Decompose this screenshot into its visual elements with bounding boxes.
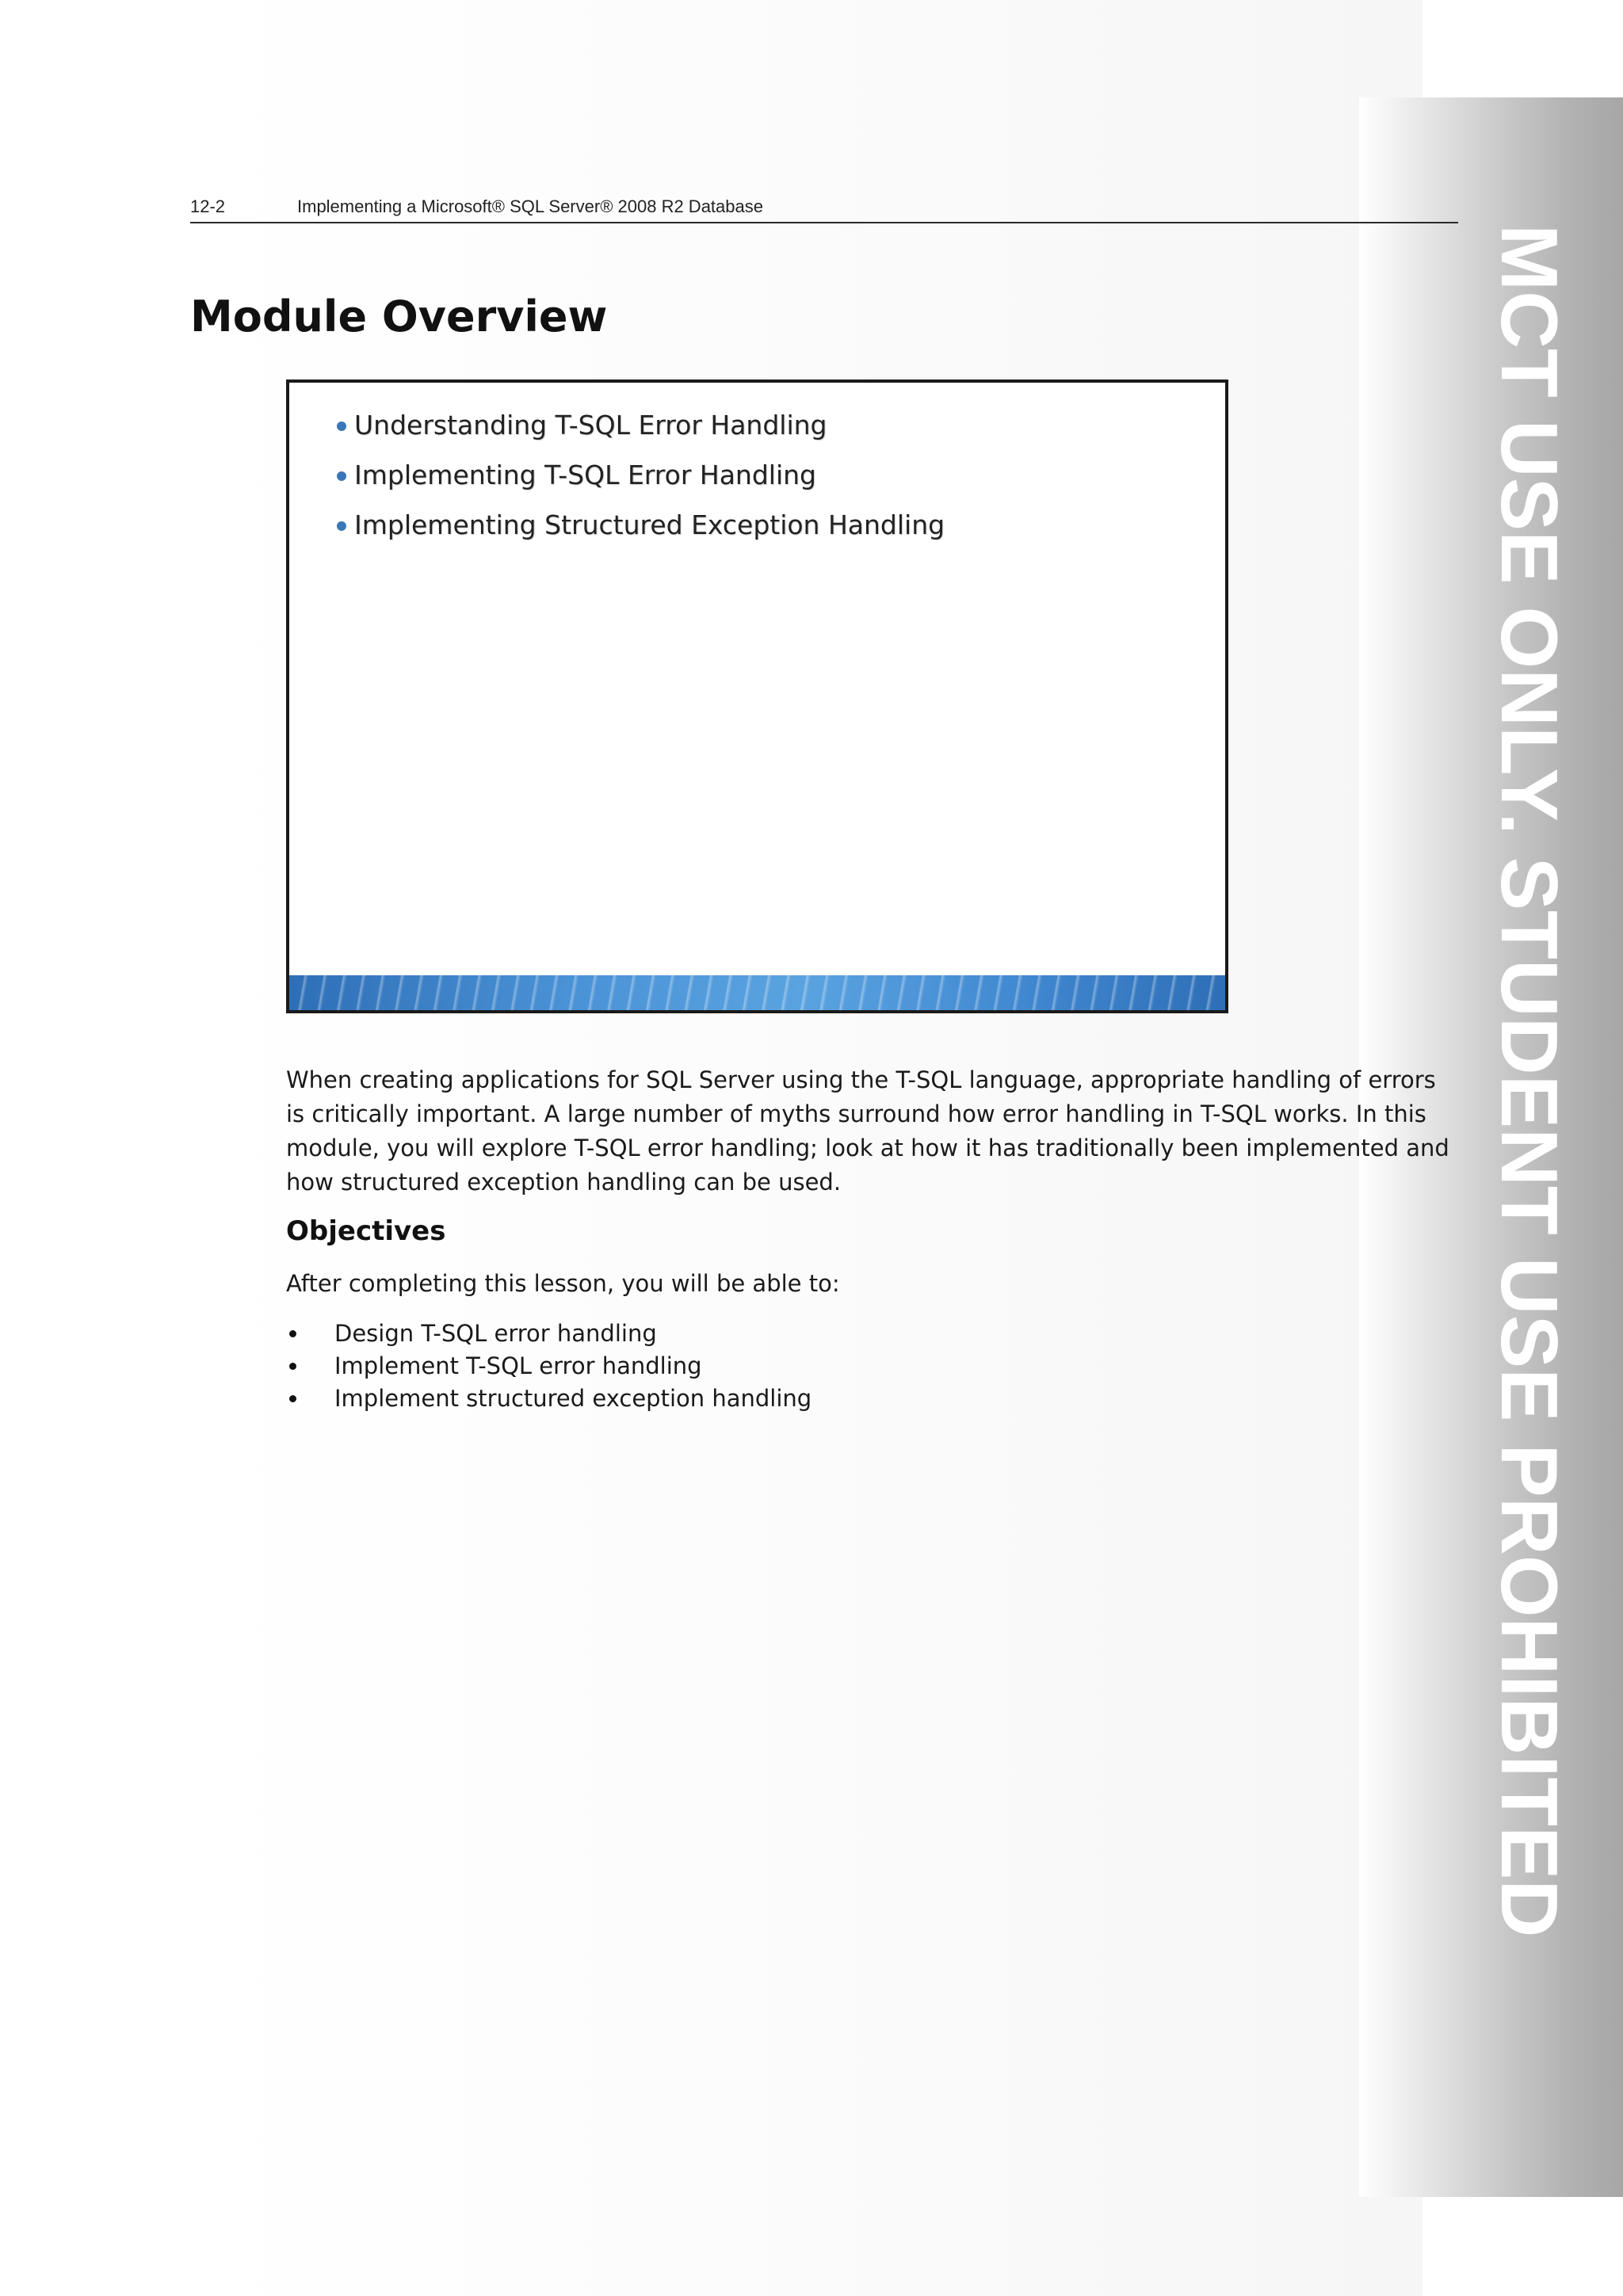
bullet-icon	[337, 521, 346, 531]
bullet-icon	[289, 1395, 296, 1402]
objectives-heading: Objectives	[286, 1215, 446, 1247]
objective-text: Implement structured exception handling	[334, 1385, 812, 1412]
page-number: 12-2	[190, 196, 226, 216]
objective-item	[286, 1318, 812, 1350]
objective-item	[286, 1383, 812, 1415]
slide-bullet-item	[337, 509, 945, 559]
page-header	[190, 193, 1458, 223]
objective-text: Implement T-SQL error handling	[334, 1352, 702, 1379]
slide-bullet-text: Implementing T-SQL Error Handling	[354, 460, 816, 490]
slide-bullet-item	[337, 460, 945, 509]
module-title: Module Overview	[190, 292, 608, 341]
objectives-list	[286, 1318, 812, 1415]
slide-bullet-text: Implementing Structured Exception Handling	[354, 509, 945, 540]
objective-text: Design T-SQL error handling	[334, 1320, 657, 1347]
bullet-icon	[337, 421, 346, 431]
watermark-text: MCT USE ONLY. STUDENT USE PROHIBITED	[1484, 224, 1573, 1938]
slide-image	[286, 379, 1228, 1013]
slide-bullet-list	[337, 410, 945, 559]
slide-bullet-text: Understanding T-SQL Error Handling	[354, 410, 827, 441]
slide-footer-band	[289, 975, 1225, 1010]
objectives-lead: After completing this lesson, you will be able to:	[286, 1270, 840, 1297]
objective-item	[286, 1350, 812, 1383]
bullet-icon	[337, 471, 346, 481]
bullet-icon	[289, 1363, 296, 1370]
intro-paragraph: When creating applications for SQL Server using the T-SQL language, appropriate handling of errors is critically important. A large number of myths surround how error handling in T-SQL works. In this module, you will explore T-SQL error handling; look at how it has traditionally been implemented and how structured exception handling can be used.	[286, 1066, 1449, 1196]
bullet-icon	[289, 1330, 296, 1337]
book-title: Implementing a Microsoft® SQL Server® 2008 R2 Database	[297, 196, 763, 216]
slide-bullet-item	[337, 410, 945, 460]
